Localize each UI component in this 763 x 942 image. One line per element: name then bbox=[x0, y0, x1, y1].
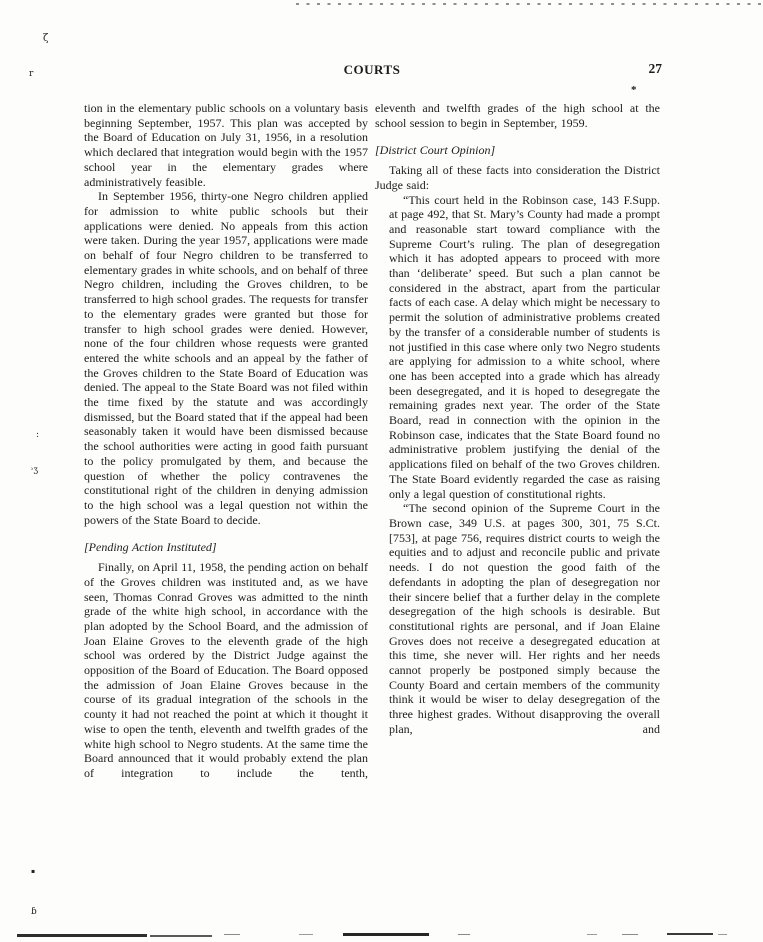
scan-speck: ˒ʒ bbox=[31, 465, 38, 474]
text-columns bbox=[84, 101, 660, 781]
left-column bbox=[84, 101, 368, 781]
scan-edge-artifact bbox=[17, 934, 147, 937]
scan-speck: r bbox=[29, 69, 34, 79]
paragraph: Taking all of these facts into consideration the District Judge said: bbox=[375, 163, 660, 192]
footnote-asterisk: * bbox=[631, 84, 637, 96]
scan-edge-artifact bbox=[667, 933, 713, 935]
scan-speck: : bbox=[36, 430, 40, 440]
section-heading: [Pending Action Instituted] bbox=[84, 540, 217, 555]
scan-edge-artifact bbox=[587, 934, 597, 935]
scan-edge-artifact bbox=[299, 934, 313, 935]
running-header-title: COURTS bbox=[343, 62, 401, 77]
paragraph: In September 1956, thirty-one Negro children applied for admission to white public schools but their applications were denied. No appeals from this action were taken. During the year 1957, applications were made on behalf of four Negro children to be transferred to elementary grades in white schools, and on behalf of three Negro children, including the Groves children, to be transferred to high school grades. The requests for transfer to the elementary grades were granted but those for transfer to high school grades were denied. However, none of the four children whose requests were granted entered the white schools and an appeal by the father of the Groves children to the State Board of Education was denied. The appeal to the State Board was not filed within the time fixed by the statute and was accordingly dismissed, but the Board stated that if the appeal had been seasonably taken it would have been dismissed because the school authorities were acting in good faith pursuant to the policy promulgated by them, and because the question of whether the policy contravenes the constitutional right of the children in denying admission to the high school was a legal question not within the powers of the State Board to decide. bbox=[84, 189, 368, 527]
scan-edge-artifact bbox=[458, 934, 470, 935]
scan-edge-artifact bbox=[224, 934, 240, 935]
scan-edge-artifact bbox=[622, 934, 638, 935]
scan-speck: ɓ bbox=[31, 907, 37, 917]
scan-edge-artifact bbox=[150, 935, 212, 937]
paragraph: Finally, on April 11, 1958, the pending action on behalf of the Groves children was instituted and, as we have seen, Thomas Conrad Groves was admitted to the ninth grade of the white high school, in accordance with the plan adopted by the School Board, and the admission of Joan Elaine Groves to the eleventh grade of the high school was ordered by the District Judge against the opposition of the Board of Education. The Board opposed the admission of Joan Elaine Groves because in the course of its gradual integration of the schools in the county it had not reached the point at which it thought it wise to open the tenth, eleventh and twelfth grades of the white high school to Negro students. At the same time the Board announced that it would probably extend the plan of integration to include the tenth, bbox=[84, 560, 368, 780]
right-column bbox=[375, 101, 660, 781]
section-heading: [District Court Opinion] bbox=[375, 143, 496, 158]
page-number: 27 bbox=[648, 61, 662, 76]
block-quote-paragraph: “This court held in the Robinson case, 143 F.Supp. at page 492, that St. Mary’s County had made a prompt and reasonable start toward compliance with the Supreme Court’s ruling. The plan of desegregation which it has adopted appears to proceed with more than ‘deliberate’ speed. But such a plan cannot be considered in the abstract, apart from the particular facts of each case. A delay which might be necessary to permit the solution of administrative problems created by the transfer of a considerable number of students is not justified in this case where only two Negro students are applying for admission to a white school, where one has been accepted into a grade which has already been desegregated, and it is hoped to desegregate the remaining grades next year. The order of the State Board, read in connection with the opinion in the Robinson case, indicates that the State Board found no administrative problem justifying the denial of the applications filed on behalf of the two Groves children. The State Board evidently regarded the case as raising only a legal question of constitutional rights. bbox=[389, 192, 660, 501]
paragraph: tion in the elementary public schools on a voluntary basis beginning September, 1957. This plan was accepted by the Board of Education on July 31, 1956, in a resolution which declared that integration would begin with the 1957 school year in the elementary grades where administratively feasible. bbox=[84, 101, 368, 189]
scan-speck: ▪ bbox=[31, 868, 36, 875]
scan-edge-dashes bbox=[296, 3, 763, 5]
block-quote-paragraph: “The second opinion of the Supreme Court in the Brown case, 349 U.S. at pages 300, 301, 75 S.Ct. [753], at page 756, requires district courts to weigh the equities and to adjust and reconcile public and private needs. I do not question the good faith of the defendants in adopting the plan of desegregation nor their sincere belief that a further delay in the complete desegregation of the high schools is desirable. But constitutional rights are personal, and if Joan Elaine Groves does not receive a desegregated education at this time, she never will. Her rights and her needs cannot properly be postponed simply because the County Board and certain members of the community think it would be wiser to delay desegregation of the three highest grades. Without disapproving the overall plan, and bbox=[389, 501, 660, 736]
paragraph: eleventh and twelfth grades of the high school at the school session to begin in September, 1959. bbox=[375, 101, 660, 130]
scan-edge-artifact bbox=[343, 933, 429, 936]
scan-edge-artifact bbox=[718, 934, 727, 935]
scan-speck: ζ bbox=[43, 33, 49, 44]
